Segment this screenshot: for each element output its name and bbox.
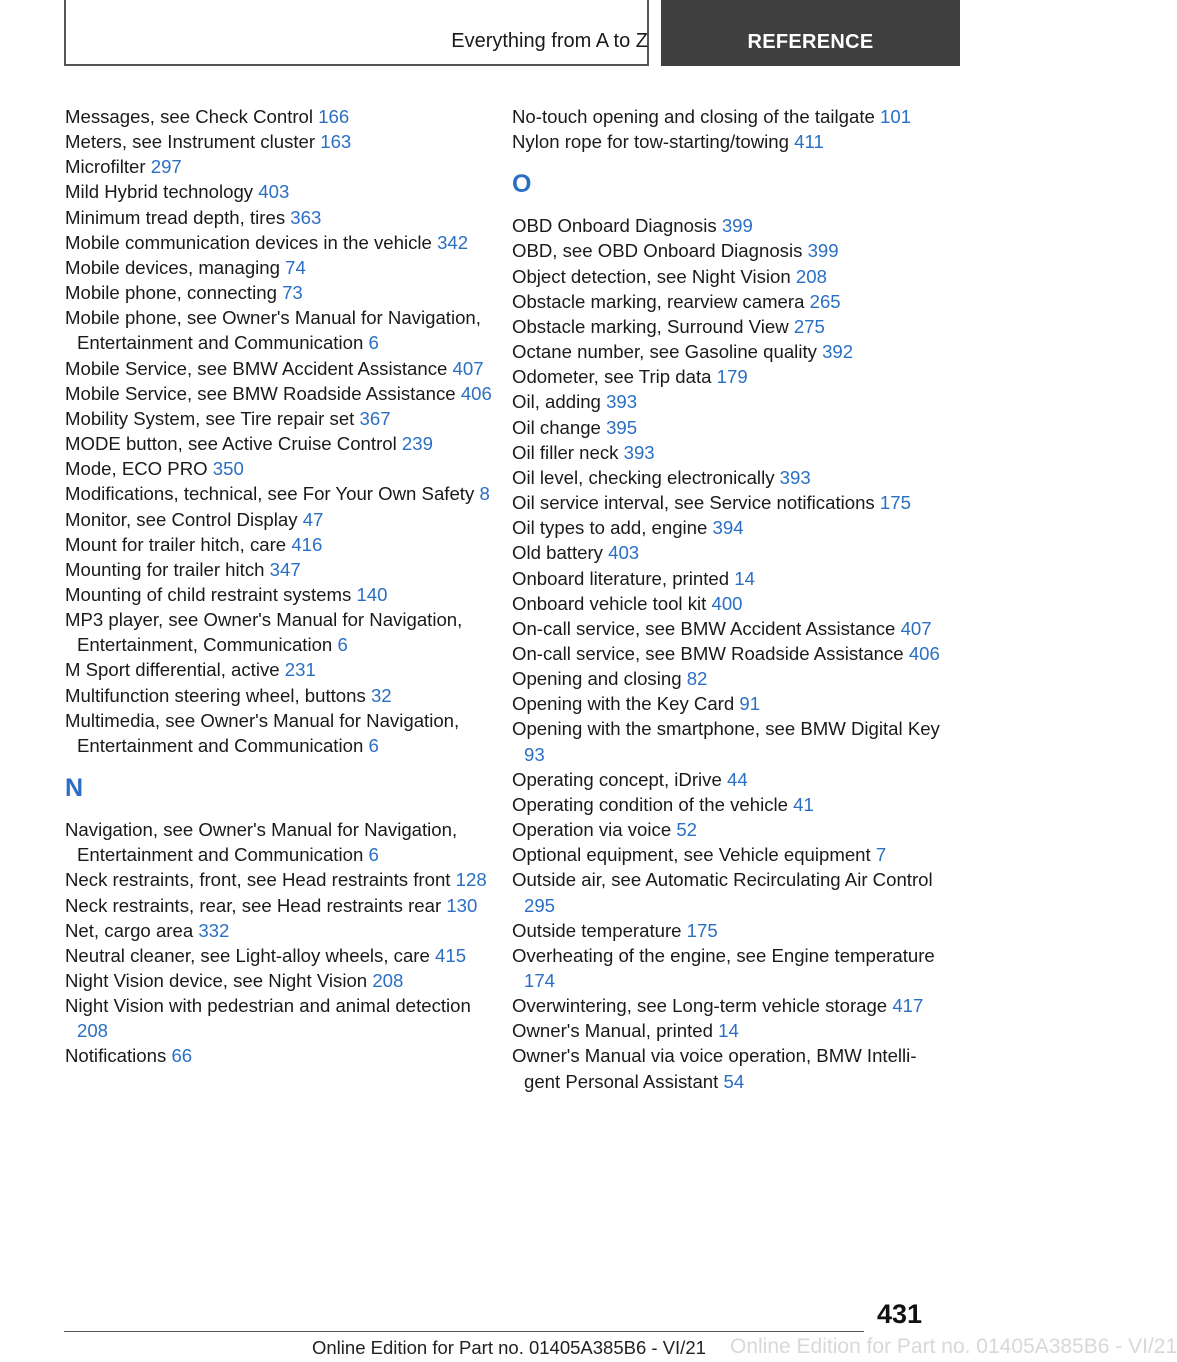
index-entry-text: No-touch opening and closing of the tailgate — [512, 106, 875, 127]
index-entry-text: Mobile phone, connecting — [65, 282, 277, 304]
index-entry-text: Neutral cleaner, see Light-alloy wheels, care — [65, 944, 430, 966]
index-entry — [65, 867, 495, 892]
reference-tab — [661, 0, 960, 66]
page-reference-link[interactable]: 400 — [711, 592, 743, 614]
index-entry-text: Octane number, see Gasoline quality — [512, 341, 817, 363]
index-entry — [65, 607, 495, 657]
page-reference-link[interactable]: 74 — [285, 256, 306, 278]
page-reference-link[interactable]: 393 — [779, 466, 811, 488]
index-entry-text: Oil level, checking electronically — [512, 466, 775, 488]
index-entry — [65, 179, 495, 204]
index-letter-heading: N — [65, 774, 84, 803]
index-entry — [65, 582, 495, 607]
index-entry — [512, 943, 942, 993]
index-entry — [512, 264, 942, 289]
index-entry-text: Mobile devices, managing — [65, 256, 280, 278]
index-entry-text: Mild Hybrid technology — [65, 181, 254, 203]
index-entry-text: Obstacle marking, Surround View — [512, 315, 789, 337]
index-entry — [512, 415, 942, 440]
page-reference-link[interactable]: 265 — [809, 290, 841, 312]
index-entry-text: OBD Onboard Diagnosis — [512, 215, 717, 237]
index-entry-text: Odometer, see Trip data — [512, 366, 712, 388]
index-entry-text: Meters, see Instrument cluster — [65, 131, 316, 153]
index-entry-text: Mode, ECO PRO — [65, 458, 208, 480]
page-reference-link[interactable]: 128 — [455, 869, 487, 891]
index-entry — [512, 540, 942, 565]
index-entry — [512, 238, 942, 263]
index-entry-text: Overheating of the engine, see Engine temperature — [512, 944, 935, 966]
index-entry — [65, 993, 495, 1043]
page-reference-link[interactable]: 6 — [368, 332, 379, 354]
index-entry — [512, 1043, 942, 1093]
index-entry — [512, 691, 942, 716]
index-entry-text: Neck restraints, rear, see Head restraints rear — [65, 894, 442, 916]
index-entry-text: Outside temperature — [512, 919, 682, 941]
index-entry — [65, 532, 495, 557]
index-entry — [512, 616, 942, 641]
page-reference-link[interactable]: 392 — [822, 341, 854, 363]
index-entry — [512, 440, 942, 465]
index-entry — [65, 507, 495, 532]
page-reference-link[interactable]: 393 — [606, 391, 638, 413]
index-entry-text: Onboard literature, printed — [512, 567, 730, 589]
index-entry — [512, 817, 942, 842]
index-entry — [512, 389, 942, 414]
index-entry — [512, 465, 942, 490]
page-reference-link[interactable]: 403 — [258, 181, 290, 203]
page-reference-link[interactable]: 350 — [212, 458, 244, 480]
reference-tab-label: REFERENCE — [747, 31, 874, 53]
index-entry — [512, 993, 942, 1018]
index-entry-text: Owner's Manual via voice operation, BMW Intelligent Personal Assistant — [512, 1045, 917, 1092]
index-entry-text: MP3 player, see Owner's Manual for Navigation, Entertainment, Communication — [65, 609, 463, 656]
index-entry-text: Net, cargo area — [65, 919, 194, 941]
page-reference-link[interactable]: 101 — [880, 106, 912, 127]
index-entry — [65, 381, 495, 406]
page-reference-link[interactable]: 6 — [368, 734, 379, 756]
index-entry-text: Onboard vehicle tool kit — [512, 592, 707, 614]
index-entry — [512, 515, 942, 540]
index-entry-text: Overwintering, see Long-term vehicle storage — [512, 995, 888, 1017]
index-entry-text: Opening with the Key Card — [512, 693, 735, 715]
index-entry — [65, 280, 495, 305]
edition-text: Online Edition for Part no. 01405A385B6 - VI/21 — [312, 1337, 706, 1358]
index-entry — [65, 230, 495, 255]
page-reference-link[interactable]: 395 — [606, 416, 638, 438]
section-title: Everything from A to Z — [451, 30, 648, 52]
page-reference-link[interactable]: 295 — [524, 894, 556, 916]
index-entry-text: Multifunction steering wheel, buttons — [65, 684, 366, 706]
index-entry — [65, 104, 495, 129]
page-reference-link[interactable]: 130 — [446, 894, 478, 916]
index-column-left — [65, 104, 495, 1069]
index-entry — [512, 666, 942, 691]
index-entry-text: Navigation, see Owner's Manual for Navigation, Entertainment and Communication — [65, 819, 458, 866]
page-reference-link[interactable]: 179 — [716, 366, 748, 388]
header-bottom-rule — [64, 64, 648, 66]
index-entry — [65, 481, 495, 506]
index-entry — [65, 456, 495, 481]
index-entry — [512, 364, 942, 389]
index-entry — [65, 255, 495, 280]
page-reference-link[interactable]: 399 — [807, 240, 839, 262]
page-reference-link[interactable]: 14 — [734, 567, 755, 589]
page-reference-link[interactable]: 367 — [359, 407, 391, 429]
page-reference-link[interactable]: 347 — [269, 558, 301, 580]
index-entry — [65, 129, 495, 154]
index-entry-text: Nylon rope for tow-starting/towing — [512, 131, 789, 153]
index-entry — [512, 339, 942, 364]
index-entry-text: Opening with the smartphone, see BMW Digital Key — [512, 718, 940, 740]
index-entry — [512, 566, 942, 591]
index-entry-text: Mounting for trailer hitch — [65, 558, 265, 580]
index-letter-heading: O — [512, 170, 532, 199]
index-entry-text: Mobile communication devices in the vehicle — [65, 231, 432, 253]
index-entry-text: Mobility System, see Tire repair set — [65, 407, 355, 429]
index-entry — [512, 490, 942, 515]
index-entry-text: Mobile phone, see Owner's Manual for Navigation, Entertainment and Communication — [65, 307, 481, 354]
index-entry-text: M Sport differential, active — [65, 659, 280, 681]
index-entry-text: Mounting of child restraint systems — [65, 583, 352, 605]
index-entry-text: Oil change — [512, 416, 601, 438]
page-reference-link[interactable]: 411 — [794, 131, 824, 153]
index-entry — [65, 431, 495, 456]
index-entry — [65, 893, 495, 918]
page-reference-link[interactable]: 82 — [686, 668, 708, 690]
index-entry — [65, 205, 495, 230]
index-entry-text: Monitor, see Control Display — [65, 508, 298, 530]
index-entry — [65, 968, 495, 993]
page-reference-link[interactable]: 6 — [368, 844, 379, 866]
index-entry-text: Mobile Service, see BMW Accident Assistance — [65, 357, 448, 379]
index-entry — [65, 918, 495, 943]
index-entry-text: Microfilter — [65, 156, 146, 178]
page-reference-link[interactable]: 407 — [900, 617, 932, 639]
index-entry-text: Operating concept, iDrive — [512, 768, 722, 790]
index-entry-text: Modifications, technical, see For Your Own Safety — [65, 483, 475, 505]
page-reference-link[interactable]: 73 — [282, 282, 303, 304]
page-reference-link[interactable]: 93 — [524, 743, 545, 765]
index-entry — [65, 305, 495, 355]
index-entry — [512, 641, 942, 666]
index-entry — [65, 557, 495, 582]
index-entry — [512, 289, 942, 314]
index-entry — [512, 716, 942, 766]
index-entry-text: Night Vision with pedestrian and animal detection — [65, 995, 471, 1017]
page-number: 431 — [876, 1299, 922, 1329]
index-entry — [512, 918, 942, 943]
index-entry-text: Mobile Service, see BMW Roadside Assistance — [65, 382, 456, 404]
index-entry-text: Operation via voice — [512, 819, 672, 841]
index-entry-text: Oil types to add, engine — [512, 517, 708, 539]
index-entry-text: Oil filler neck — [512, 441, 619, 463]
page-reference-link[interactable]: 297 — [150, 156, 182, 178]
index-entry — [65, 1043, 495, 1068]
page-reference-link[interactable]: 394 — [712, 517, 744, 539]
page-reference-link[interactable]: 7 — [875, 844, 887, 866]
index-entry-text: Oil, adding — [512, 391, 601, 413]
index-entry-text: Oil service interval, see Service notifications — [512, 492, 875, 514]
index-entry — [512, 792, 942, 817]
index-entry-text: MODE button, see Active Cruise Control — [65, 433, 397, 455]
index-entry — [512, 104, 942, 129]
index-entry — [512, 767, 942, 792]
page-reference-link[interactable]: 52 — [676, 819, 698, 841]
index-entry-text: On-call service, see BMW Roadside Assistance — [512, 642, 904, 664]
index-entry-text: Old battery — [512, 542, 603, 564]
header-left-rule — [64, 0, 66, 66]
index-entry-text: Obstacle marking, rearview camera — [512, 290, 805, 312]
index-entry — [65, 657, 495, 682]
page-reference-link[interactable]: 393 — [623, 441, 655, 463]
page-reference-link[interactable]: 406 — [460, 382, 492, 404]
page-reference-link[interactable]: 208 — [77, 1020, 109, 1042]
index-entry-text: Notifications — [65, 1045, 167, 1067]
page-reference-link[interactable]: 14 — [718, 1020, 739, 1042]
index-entry-text: Neck restraints, front, see Head restraints front — [65, 869, 451, 891]
page-reference-link[interactable]: 163 — [320, 131, 352, 153]
index-entry — [512, 842, 942, 867]
page-reference-link[interactable]: 406 — [908, 642, 940, 664]
index-entry-text: Minimum tread depth, tires — [65, 206, 286, 228]
index-entry-text: Opening and closing — [512, 668, 682, 690]
page-reference-link[interactable]: 415 — [435, 944, 467, 966]
index-entry-text: Owner's Manual, printed — [512, 1020, 713, 1042]
page-reference-link[interactable]: 6 — [337, 634, 348, 656]
index-entry-text: Operating condition of the vehicle — [512, 793, 788, 815]
index-entry-text: Object detection, see Night Vision — [512, 265, 791, 287]
page-reference-link[interactable]: 175 — [686, 919, 718, 941]
page-reference-link[interactable]: 403 — [608, 542, 640, 564]
index-entry-text: Messages, see Check Control — [65, 106, 314, 127]
page-reference-link[interactable]: 363 — [290, 206, 322, 228]
page-reference-link[interactable]: 399 — [721, 215, 753, 237]
index-entry — [512, 213, 942, 238]
page-reference-link[interactable]: 416 — [291, 533, 323, 555]
page-reference-link[interactable]: 91 — [739, 693, 761, 715]
index-entry-text: Optional equipment, see Vehicle equipment — [512, 844, 871, 866]
page-reference-link[interactable]: 275 — [793, 315, 825, 337]
page-reference-link[interactable]: 32 — [370, 684, 392, 706]
index-entry — [65, 817, 495, 867]
page-reference-link[interactable]: 239 — [401, 433, 433, 455]
index-entry — [65, 406, 495, 431]
index-entry-text: Multimedia, see Owner's Manual for Navigation, Entertainment and Communication — [65, 709, 460, 756]
index-entry — [512, 591, 942, 616]
index-entry-text: Night Vision device, see Night Vision — [65, 970, 368, 991]
index-entry — [512, 314, 942, 339]
index-entry — [65, 356, 495, 381]
page-reference-link[interactable]: 140 — [356, 583, 388, 605]
index-entry — [65, 708, 495, 758]
index-entry-text: Mount for trailer hitch, care — [65, 533, 287, 555]
page-reference-link[interactable]: 208 — [372, 970, 404, 991]
page-reference-link[interactable]: 166 — [318, 106, 350, 127]
index-entry-text: OBD, see OBD Onboard Diagnosis — [512, 240, 803, 262]
index-entry — [65, 943, 495, 968]
page-reference-link[interactable]: 66 — [171, 1045, 193, 1067]
index-entry — [65, 154, 495, 179]
index-entry-text: On-call service, see BMW Accident Assistance — [512, 617, 896, 639]
page-reference-link[interactable]: 47 — [302, 508, 324, 530]
index-entry — [512, 129, 942, 154]
page-reference-link[interactable]: 174 — [524, 970, 556, 991]
index-entry — [512, 867, 942, 917]
page-reference-link[interactable]: 44 — [726, 768, 748, 790]
page-reference-link[interactable]: 342 — [437, 231, 469, 253]
watermark: Online Edition for Part no. 01405A385B6 - VI/21 — [730, 1335, 1177, 1358]
page-reference-link[interactable]: 231 — [284, 659, 316, 681]
page-reference-link[interactable]: 54 — [723, 1070, 745, 1092]
footer-rule — [64, 1331, 864, 1332]
page-reference-link[interactable]: 8 — [479, 483, 490, 505]
page-reference-link[interactable]: 41 — [793, 793, 814, 815]
page-reference-link[interactable]: 175 — [879, 492, 911, 514]
page-reference-link[interactable]: 208 — [795, 265, 827, 287]
page-reference-link[interactable]: 332 — [198, 919, 230, 941]
index-entry — [512, 1018, 942, 1043]
index-entry-text: Outside air, see Automatic Recirculating Air Control — [512, 869, 933, 891]
page-reference-link[interactable]: 407 — [452, 357, 484, 379]
index-entry — [65, 683, 495, 708]
index-column-right — [512, 104, 942, 1094]
page-reference-link[interactable]: 417 — [892, 995, 924, 1017]
